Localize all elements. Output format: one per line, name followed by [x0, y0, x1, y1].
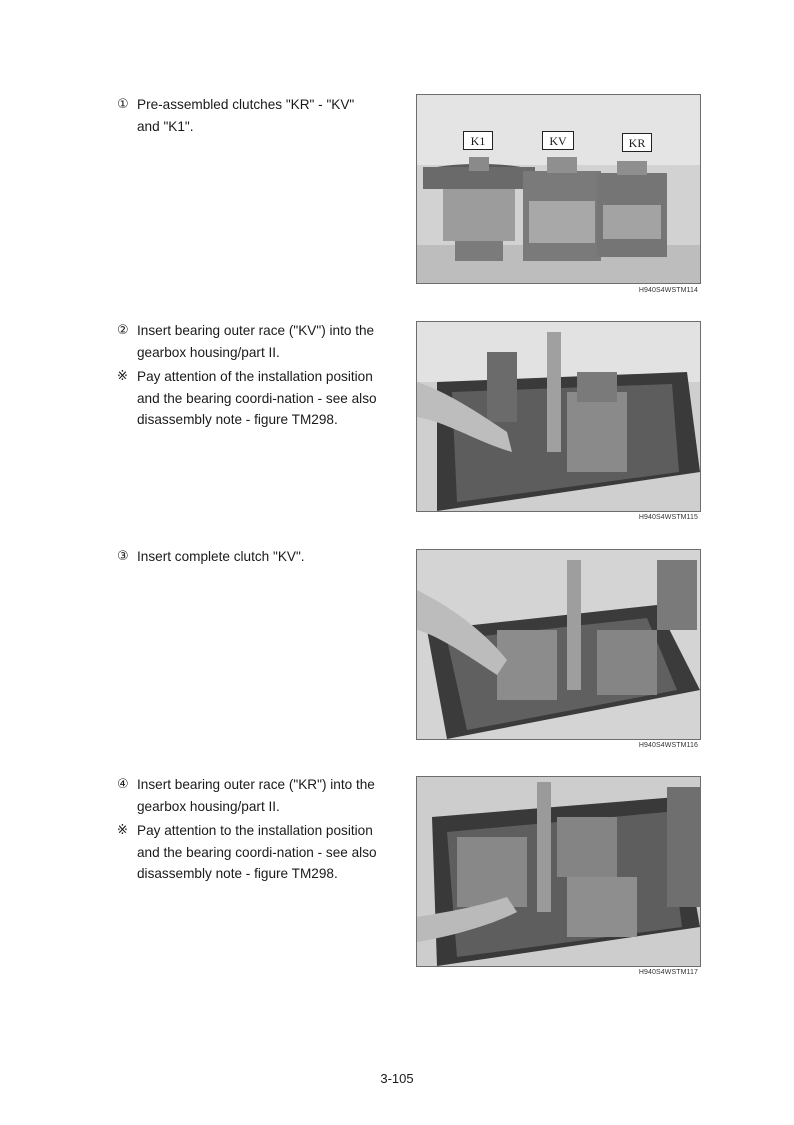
circled-number-2-icon: ② [117, 323, 129, 338]
step-4-note [117, 820, 379, 885]
step-3-paragraph [117, 546, 379, 568]
page-number: 3-105 [380, 1071, 414, 1086]
figure-4-caption: H940S4WSTM117 [638, 969, 698, 976]
circled-number-1-icon: ① [117, 97, 129, 112]
step-4-text [117, 774, 379, 888]
circled-number-3-icon: ③ [117, 549, 129, 564]
figure-2-caption: H940S4WSTM115 [638, 514, 698, 521]
step-1-paragraph [117, 94, 379, 137]
step-2-note-text: Pay attention of the installation position and the bearing coordi-nation - see also disassembly note - figure TM298. [137, 369, 377, 427]
step-2-paragraph [117, 320, 379, 363]
step-4-note-text: Pay attention to the installation position and the bearing coordi-nation - see also disassembly note - figure TM298. [137, 823, 377, 881]
step-2-text [117, 320, 379, 434]
step-4-instruction: Insert bearing outer race ("KR") into the gearbox housing/part II. [137, 777, 375, 814]
figure-3-caption: H940S4WSTM116 [638, 742, 698, 749]
reference-mark-icon: ※ [117, 369, 128, 384]
label-kr: KR [622, 133, 652, 152]
step-2-instruction: Insert bearing outer race ("KV") into the gearbox housing/part II. [137, 323, 375, 360]
figure-insert-bearing-kr-photo [416, 776, 701, 967]
step-1-text [117, 94, 379, 140]
label-kv: KV [542, 131, 574, 150]
step-4-paragraph [117, 774, 379, 817]
label-k1: K1 [463, 131, 493, 150]
figure-clutches-photo [416, 94, 701, 284]
circled-number-4-icon: ④ [117, 777, 129, 792]
step-3-text [117, 546, 379, 571]
figure-insert-clutch-kv-photo [416, 549, 701, 740]
figure-1-caption: H940S4WSTM114 [638, 287, 698, 294]
step-3-instruction: Insert complete clutch "KV". [137, 549, 305, 564]
reference-mark-icon: ※ [117, 823, 128, 838]
step-2-note [117, 366, 379, 431]
step-1-instruction: Pre-assembled clutches "KR" - "KV" and "K1". [137, 97, 355, 134]
figure-insert-bearing-kv-photo [416, 321, 701, 512]
